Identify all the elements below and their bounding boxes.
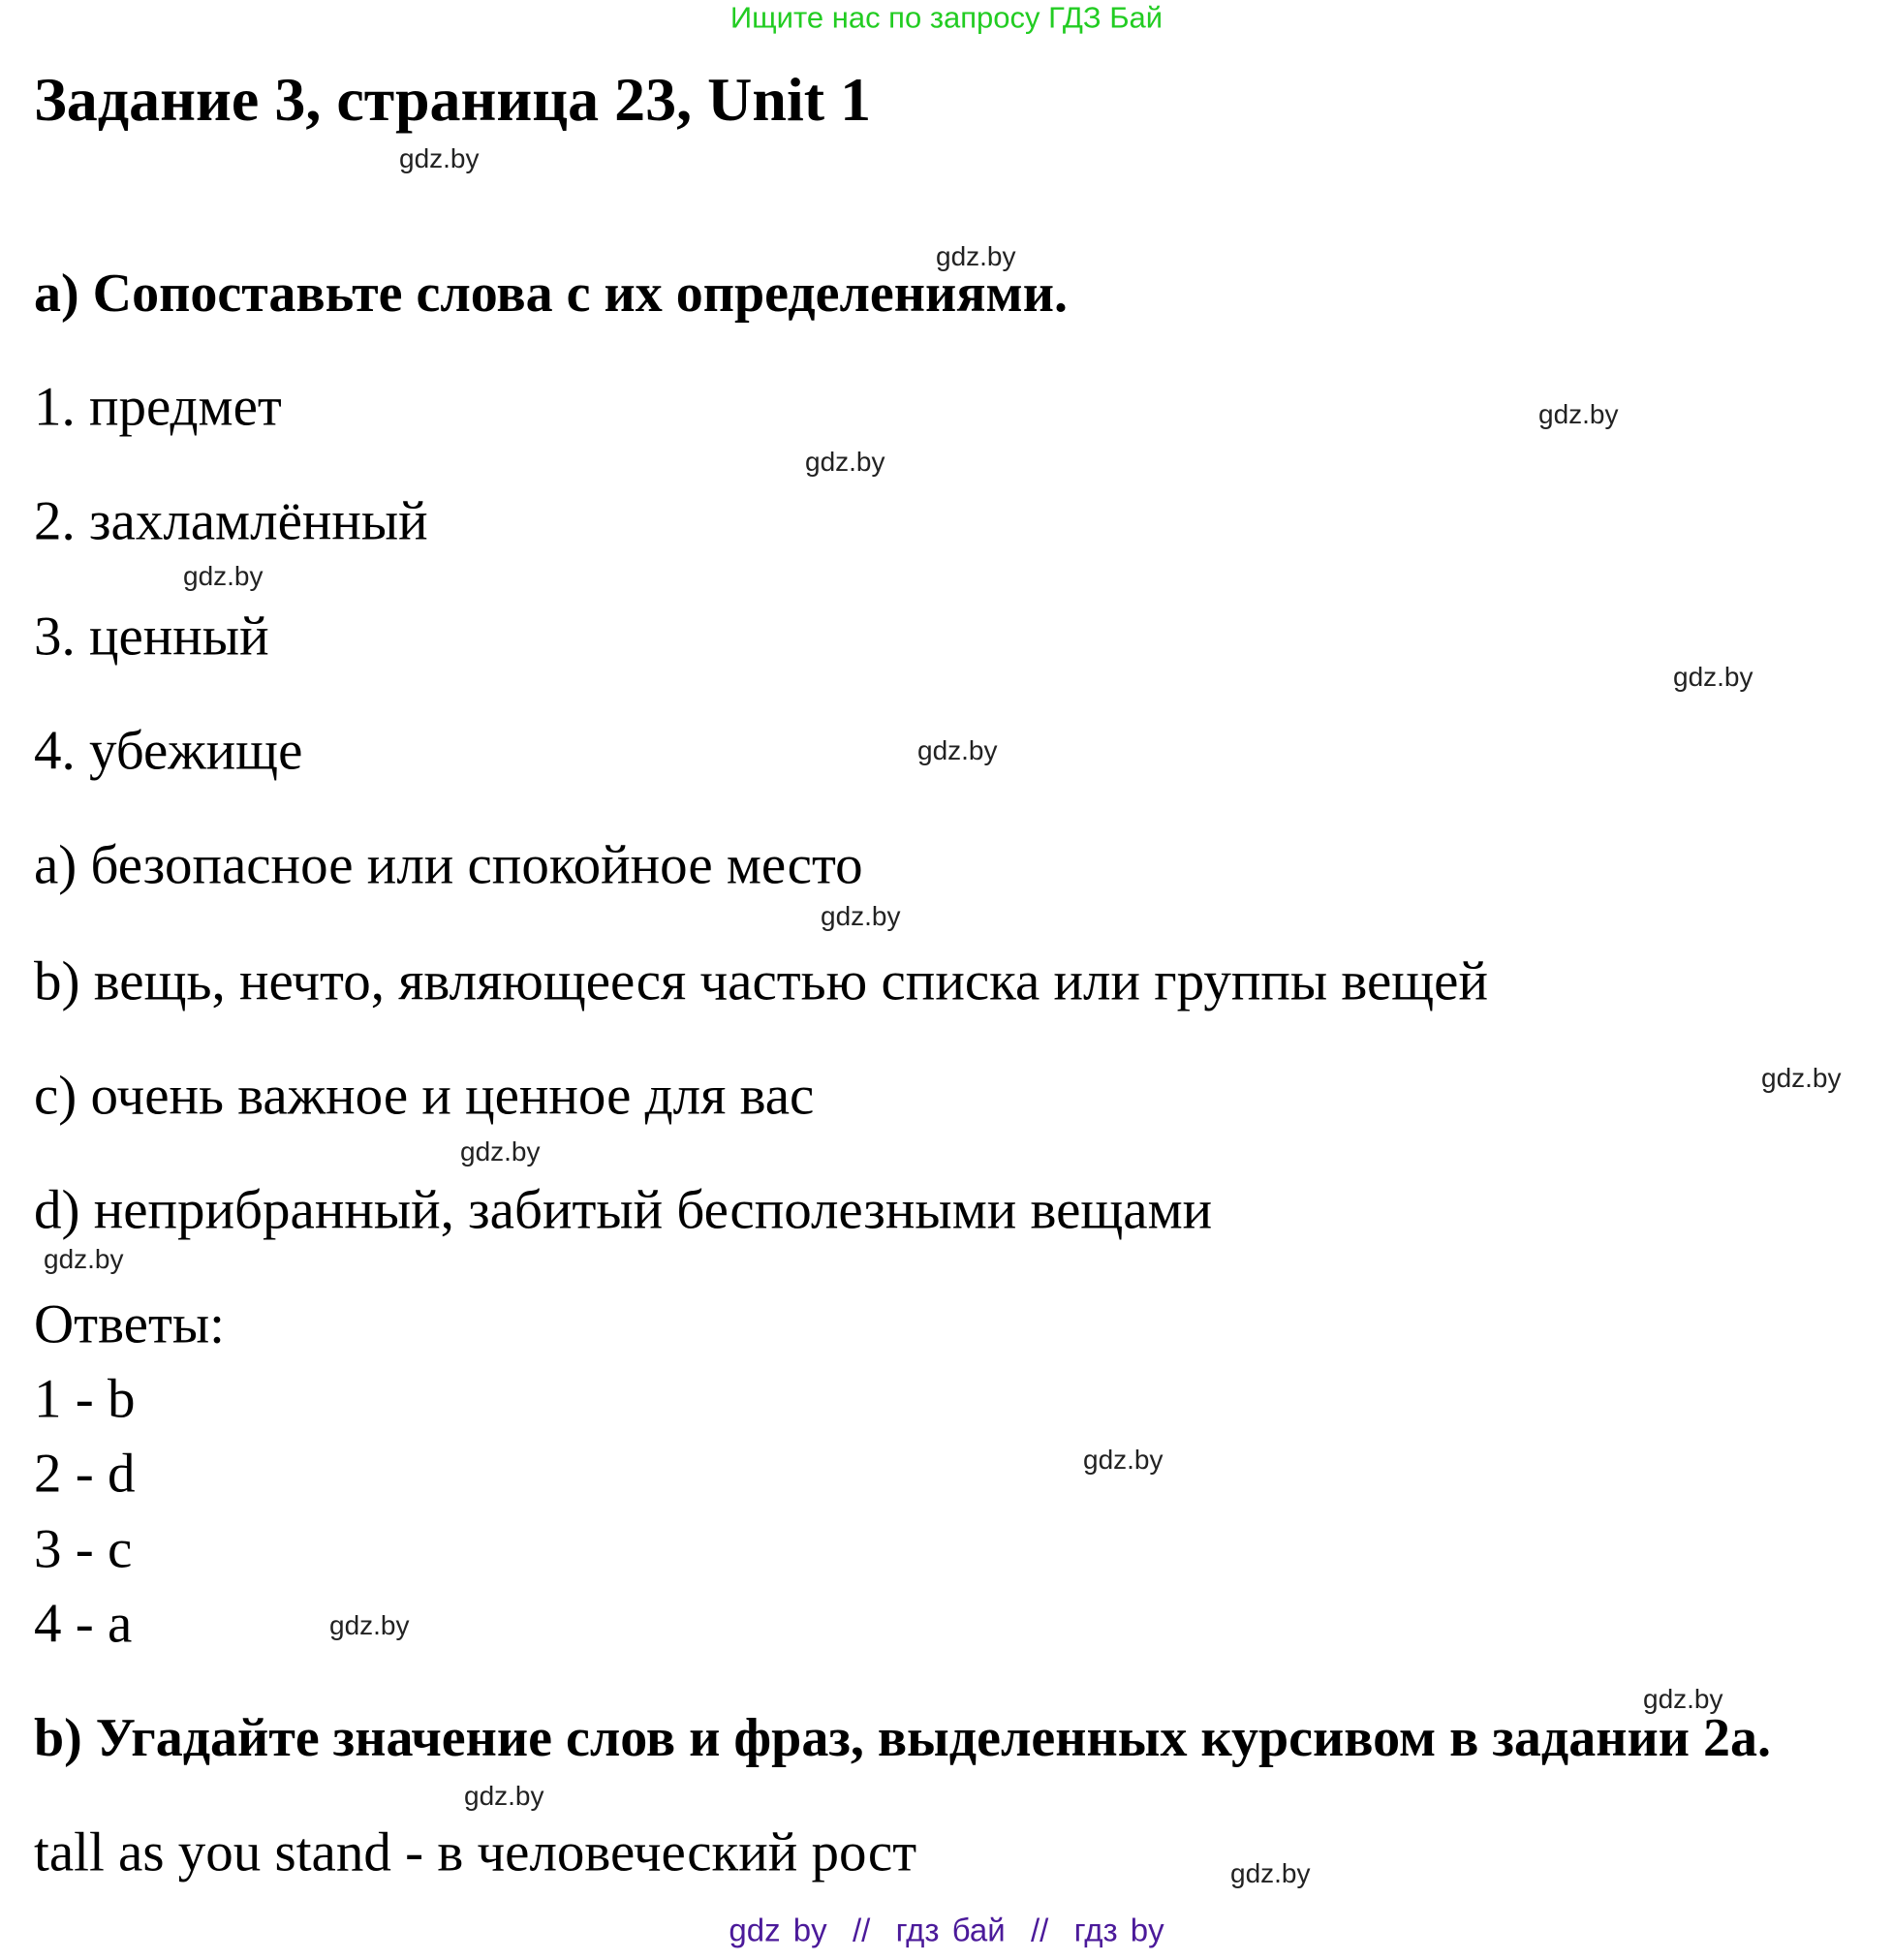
answer-item: 4 - a bbox=[34, 1593, 133, 1655]
word-item: 3. ценный bbox=[34, 606, 269, 668]
answer-item: 2 - d bbox=[34, 1443, 136, 1505]
word-item: 2. захламлённый bbox=[34, 490, 428, 552]
watermark: gdz.by bbox=[464, 1781, 544, 1811]
watermark: gdz.by bbox=[460, 1136, 541, 1167]
watermark: gdz.by bbox=[917, 735, 998, 765]
answer-item: 3 - c bbox=[34, 1518, 133, 1580]
phrase-item: tall as you stand - в человеческий рост bbox=[34, 1821, 917, 1883]
watermark: gdz.by bbox=[1538, 399, 1619, 429]
watermark: gdz.by bbox=[1083, 1445, 1164, 1475]
watermark: gdz.by bbox=[1230, 1858, 1311, 1888]
answers-label: Ответы: bbox=[34, 1293, 225, 1355]
answer-item: 1 - b bbox=[34, 1368, 136, 1430]
definition-item: b) вещь, нечто, являющееся частью списка или группы вещей bbox=[34, 950, 1488, 1012]
watermark: gdz.by bbox=[183, 561, 264, 591]
word-item: 4. убежище bbox=[34, 720, 303, 782]
search-banner: Ищите нас по запросу ГДЗ Бай bbox=[729, 0, 1164, 35]
watermark: gdz.by bbox=[805, 447, 885, 477]
section-a-heading: a) Сопоставьте слова с их определениями. bbox=[34, 264, 1068, 324]
page-title: Задание 3, страница 23, Unit 1 bbox=[34, 65, 872, 134]
footer-links: gdz by // гдз бай // гдз by bbox=[729, 1912, 1164, 1948]
definition-item: d) неприбранный, забитый бесполезными вещами bbox=[34, 1179, 1213, 1241]
watermark: gdz.by bbox=[44, 1244, 124, 1274]
watermark: gdz.by bbox=[821, 901, 901, 931]
watermark: gdz.by bbox=[1673, 662, 1753, 692]
watermark: gdz.by bbox=[1643, 1684, 1723, 1714]
watermark: gdz.by bbox=[329, 1610, 410, 1640]
definition-item: c) очень важное и ценное для вас bbox=[34, 1065, 815, 1127]
watermark: gdz.by bbox=[936, 241, 1016, 271]
section-b-heading: b) Угадайте значение слов и фраз, выделенных курсивом в задании 2a. bbox=[34, 1708, 1772, 1768]
watermark: gdz.by bbox=[1761, 1063, 1842, 1093]
watermark: gdz.by bbox=[399, 143, 480, 173]
definition-item: a) безопасное или спокойное место bbox=[34, 834, 863, 896]
word-item: 1. предмет bbox=[34, 376, 282, 438]
